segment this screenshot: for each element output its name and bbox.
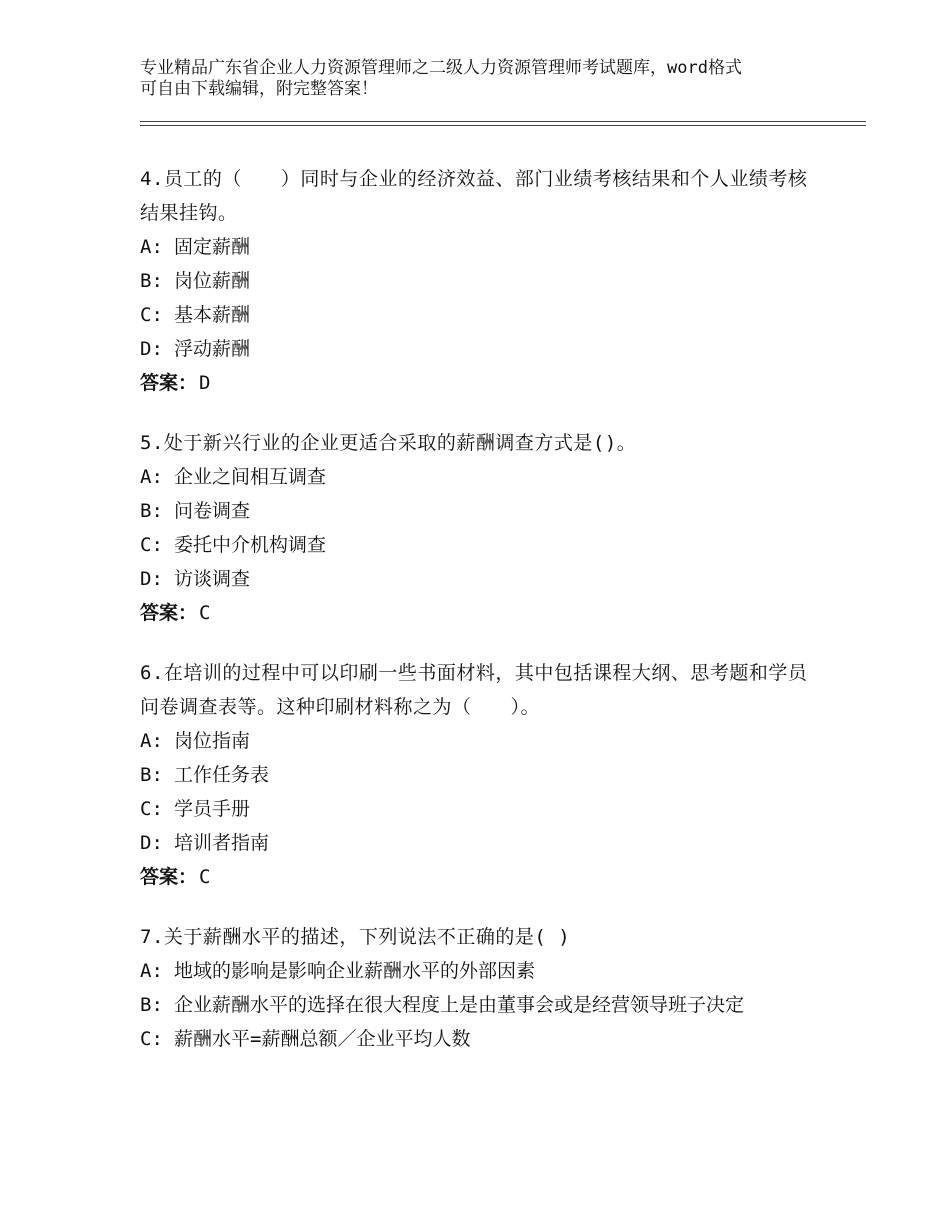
- option-letter: A:: [140, 466, 163, 488]
- header-divider-bottom: [140, 125, 866, 126]
- answer-label: 答案：: [140, 602, 198, 624]
- option-letter: C:: [140, 798, 163, 820]
- option-c: [140, 1022, 820, 1056]
- option-a: [140, 230, 820, 264]
- option-text: 固定薪酬: [174, 236, 251, 258]
- option-d: [140, 332, 820, 366]
- option-c: [140, 792, 820, 826]
- option-d: [140, 562, 820, 596]
- option-c: [140, 298, 820, 332]
- option-b: [140, 758, 820, 792]
- option-c: [140, 528, 820, 562]
- question-text: 5.处于新兴行业的企业更适合采取的薪酬调查方式是()。: [140, 432, 637, 454]
- option-text: 委托中介机构调查: [174, 534, 327, 556]
- option-letter: C:: [140, 304, 163, 326]
- option-letter: C:: [140, 1028, 163, 1050]
- answer-line: [140, 596, 820, 630]
- header-divider-top: [140, 121, 866, 122]
- option-letter: B:: [140, 764, 163, 786]
- option-text: 地域的影响是影响企业薪酬水平的外部因素: [174, 960, 536, 982]
- option-text: 浮动薪酬: [174, 338, 251, 360]
- answer-value: C: [199, 602, 211, 624]
- question-6: [140, 656, 820, 894]
- option-text: 岗位指南: [174, 730, 251, 752]
- question-list: [140, 162, 820, 1082]
- option-letter: B:: [140, 500, 163, 522]
- question-text: 7.关于薪酬水平的描述，下列说法不正确的是( ): [140, 926, 571, 948]
- option-letter: C:: [140, 534, 163, 556]
- answer-label: 答案：: [140, 372, 198, 394]
- answer-line: [140, 366, 820, 400]
- option-letter: D:: [140, 338, 163, 360]
- option-text: 访谈调查: [174, 568, 251, 590]
- question-4: [140, 162, 820, 400]
- document-header: [140, 58, 820, 100]
- option-letter: B:: [140, 994, 163, 1016]
- option-b: [140, 494, 820, 528]
- option-b: [140, 264, 820, 298]
- option-a: [140, 724, 820, 758]
- question-7: [140, 920, 820, 1056]
- question-text: 6.在培训的过程中可以印刷一些书面材料，其中包括课程大纲、思考题和学员问卷调查表等。这种印刷材料称之为（ ）。: [140, 662, 808, 718]
- question-text: 4.员工的（ ）同时与企业的经济效益、部门业绩考核结果和个人业绩考核结果挂钩。: [140, 168, 808, 224]
- option-letter: A:: [140, 960, 163, 982]
- answer-value: C: [199, 866, 211, 888]
- header-line-1: 专业精品广东省企业人力资源管理师之二级人力资源管理师考试题库，word格式: [140, 58, 742, 78]
- option-text: 企业薪酬水平的选择在很大程度上是由董事会或是经营领导班子决定: [174, 994, 745, 1016]
- option-letter: A:: [140, 730, 163, 752]
- option-text: 基本薪酬: [174, 304, 251, 326]
- option-letter: A:: [140, 236, 163, 258]
- option-text: 培训者指南: [174, 832, 270, 854]
- option-d: [140, 826, 820, 860]
- option-text: 薪酬水平=薪酬总额／企业平均人数: [174, 1028, 471, 1050]
- answer-label: 答案：: [140, 866, 198, 888]
- answer-line: [140, 860, 820, 894]
- option-text: 岗位薪酬: [174, 270, 251, 292]
- option-text: 学员手册: [174, 798, 251, 820]
- option-text: 企业之间相互调查: [174, 466, 327, 488]
- option-a: [140, 954, 820, 988]
- option-a: [140, 460, 820, 494]
- question-5: [140, 426, 820, 630]
- answer-value: D: [199, 372, 211, 394]
- option-text: 问卷调查: [174, 500, 251, 522]
- option-text: 工作任务表: [174, 764, 270, 786]
- option-letter: D:: [140, 832, 163, 854]
- option-b: [140, 988, 820, 1022]
- option-letter: B:: [140, 270, 163, 292]
- option-letter: D:: [140, 568, 163, 590]
- header-line-2: 可自由下载编辑，附完整答案！: [140, 79, 378, 99]
